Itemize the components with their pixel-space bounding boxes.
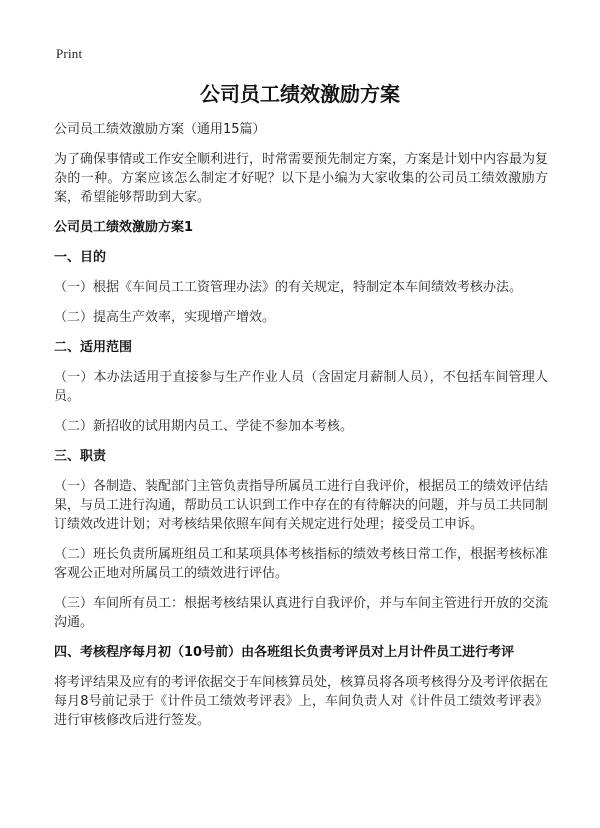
procedure-paragraph: 将考评结果及应有的考评依据交于车间核算员处，核算员将各项考核得分及考评依据在每月8号前记录于《计件员工绩效考评表》上，车间负责人对《计件员工绩效考评表》进行审核修改后进行签发。	[54, 675, 549, 728]
duties-item-1: （一）各制造、装配部门主管负责指导所属员工进行自我评价，根据员工的绩效评估结果，与员工进行沟通，帮助员工认识到工作中存在的有待解决的问题，并与员工共同制订绩效改进计划；对考核结果依照车间有关规定进行处理；接受员工申诉。	[54, 479, 549, 532]
document-body	[54, 120, 548, 741]
purpose-item-2: （二）提高生产效率，实现增产增效。	[54, 310, 276, 325]
duties-item-2: （二）班长负责所属班组员工和某项具体考核指标的绩效考核日常工作，根据考核标准客观公正地对所属员工的绩效进行评估。	[54, 547, 549, 581]
section-heading-purpose: 一、目的	[54, 250, 107, 265]
section-heading-scope: 二、适用范围	[54, 340, 133, 355]
duties-item-3: （三）车间所有员工：根据考核结果认真进行自我评价，并与车间主管进行开放的交流沟通。	[54, 596, 549, 630]
document-subtitle: 公司员工绩效激励方案（通用15篇）	[54, 122, 266, 137]
section-heading-duties: 三、职责	[54, 449, 107, 464]
print-label[interactable]: Print	[56, 46, 83, 61]
page-title: 公司员工绩效激励方案	[200, 82, 400, 106]
scope-item-1: （一）本办法适用于直接参与生产作业人员（含固定月薪制人员），不包括车间管理人员。	[54, 370, 548, 404]
intro-paragraph: 为了确保事情或工作安全顺利进行，时常需要预先制定方案，方案是计划中内容最为复杂的一种。方案应该怎么制定才好呢？以下是小编为大家收集的公司员工绩效激励方案，希望能够帮助到大家。	[54, 152, 549, 205]
purpose-item-1: （一）根据《车间员工工资管理办法》的有关规定，特制定本车间绩效考核办法。	[54, 280, 523, 295]
section-heading-plan-1: 公司员工绩效激励方案1	[54, 220, 194, 235]
scope-item-2: （二）新招收的试用期内员工、学徒不参加本考核。	[54, 419, 354, 434]
section-heading-procedure: 四、考核程序每月初（10号前）由各班组长负责考评员对上月计件员工进行考评	[54, 645, 515, 660]
